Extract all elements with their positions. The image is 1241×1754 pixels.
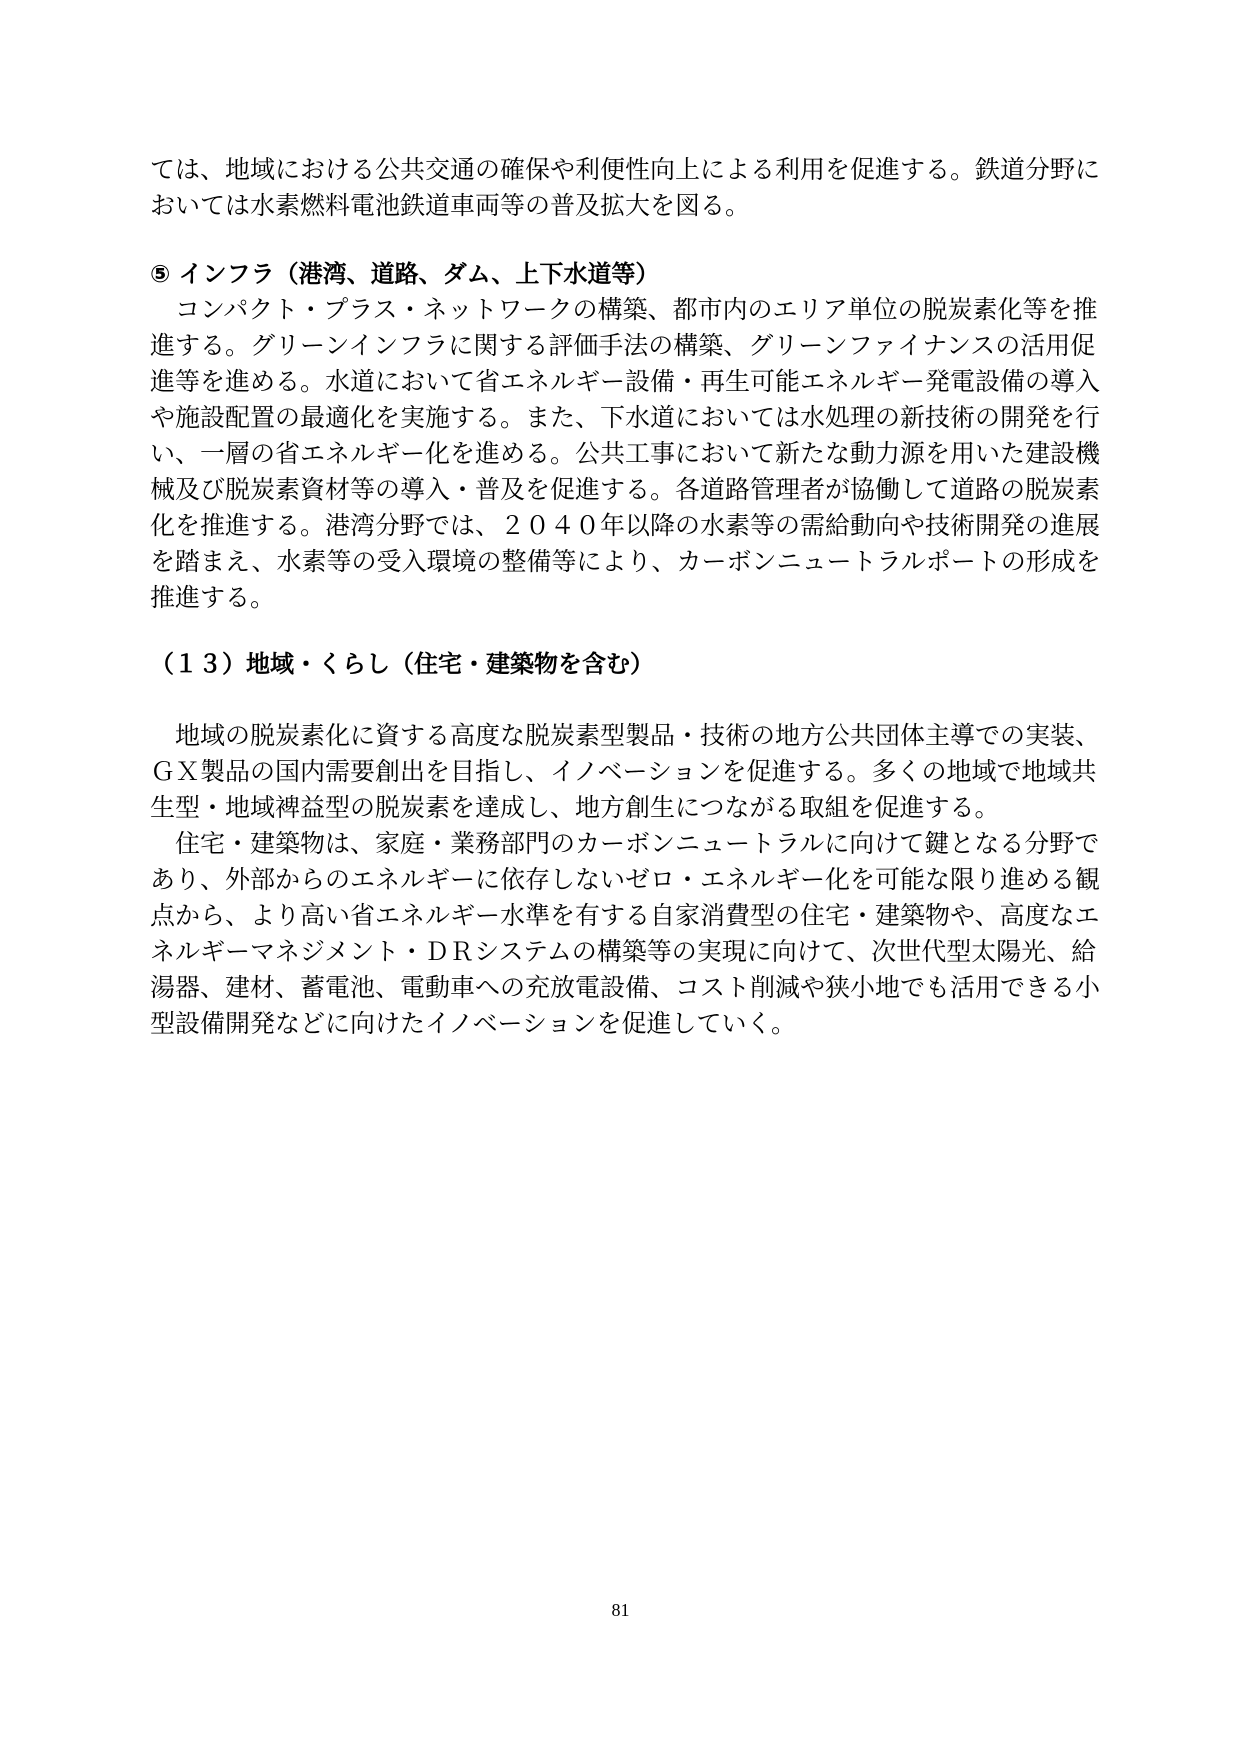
text-line: 進等を進める。水道において省エネルギー設備・再生可能エネルギー発電設備の導入: [150, 367, 1101, 396]
section-13-paragraph-2: [150, 826, 1101, 1042]
text-line: 推進する。: [150, 583, 276, 612]
text-line: 点から、より高い省エネルギー水準を有する自家消費型の住宅・建築物や、高度なエ: [150, 901, 1100, 930]
text-line: ネルギーマネジメント・ＤＲシステムの構築等の実現に向けて、次世代型太陽光、給: [150, 937, 1097, 966]
text-line: あり、外部からのエネルギーに依存しないゼロ・エネルギー化を可能な限り進める観: [150, 865, 1101, 894]
text-line: 化を推進する。港湾分野では、２０４０年以降の水素等の需給動向や技術開発の進展: [150, 511, 1101, 540]
text-line: を踏まえ、水素等の受入環境の整備等により、カーボンニュートラルポートの形成を: [150, 547, 1101, 576]
text-line: 進する。グリーンインフラに関する評価手法の構築、グリーンファイナンスの活用促: [150, 331, 1096, 360]
text-line: 生型・地域裨益型の脱炭素を達成し、地方創生につながる取組を促進する。: [150, 793, 1000, 822]
section-heading: ⑤ インフラ（港湾、道路、ダム、上下水道等）: [150, 260, 660, 288]
section-heading: （１３）地域・くらし（住宅・建築物を含む）: [150, 650, 654, 678]
section-13-paragraph-1: [150, 718, 1101, 826]
intro-paragraph: [150, 152, 1101, 224]
text-line: 地域の脱炭素化に資する高度な脱炭素型製品・技術の地方公共団体主導での実装、: [150, 721, 1101, 750]
text-line: い、一層の省エネルギー化を進める。公共工事において新たな動力源を用いた建設機: [150, 439, 1101, 468]
text-line: ＧＸ製品の国内需要創出を目指し、イノベーションを促進する。多くの地域で地域共: [150, 757, 1097, 786]
text-line: おいては水素燃料電池鉄道車両等の普及拡大を図る。: [150, 191, 751, 220]
section-13: [150, 646, 1095, 682]
page-number: 81: [611, 1600, 630, 1620]
text-line: や施設配置の最適化を実施する。また、下水道においては水処理の新技術の開発を行: [150, 403, 1101, 432]
text-line: 住宅・建築物は、家庭・業務部門のカーボンニュートラルに向けて鍵となる分野で: [150, 829, 1100, 858]
section-infrastructure: [150, 256, 1101, 616]
text-line: 型設備開発などに向けたイノベーションを促進していく。: [150, 1009, 797, 1038]
text-line: 湯器、建材、蓄電池、電動車への充放電設備、コスト削減や狭小地でも活用できる小: [150, 973, 1101, 1002]
text-line: 械及び脱炭素資材等の導入・普及を促進する。各道路管理者が協働して道路の脱炭素: [150, 475, 1101, 504]
text-line: ては、地域における公共交通の確保や利便性向上による利用を促進する。鉄道分野に: [150, 155, 1101, 184]
text-line: コンパクト・プラス・ネットワークの構築、都市内のエリア単位の脱炭素化等を推: [150, 295, 1098, 324]
